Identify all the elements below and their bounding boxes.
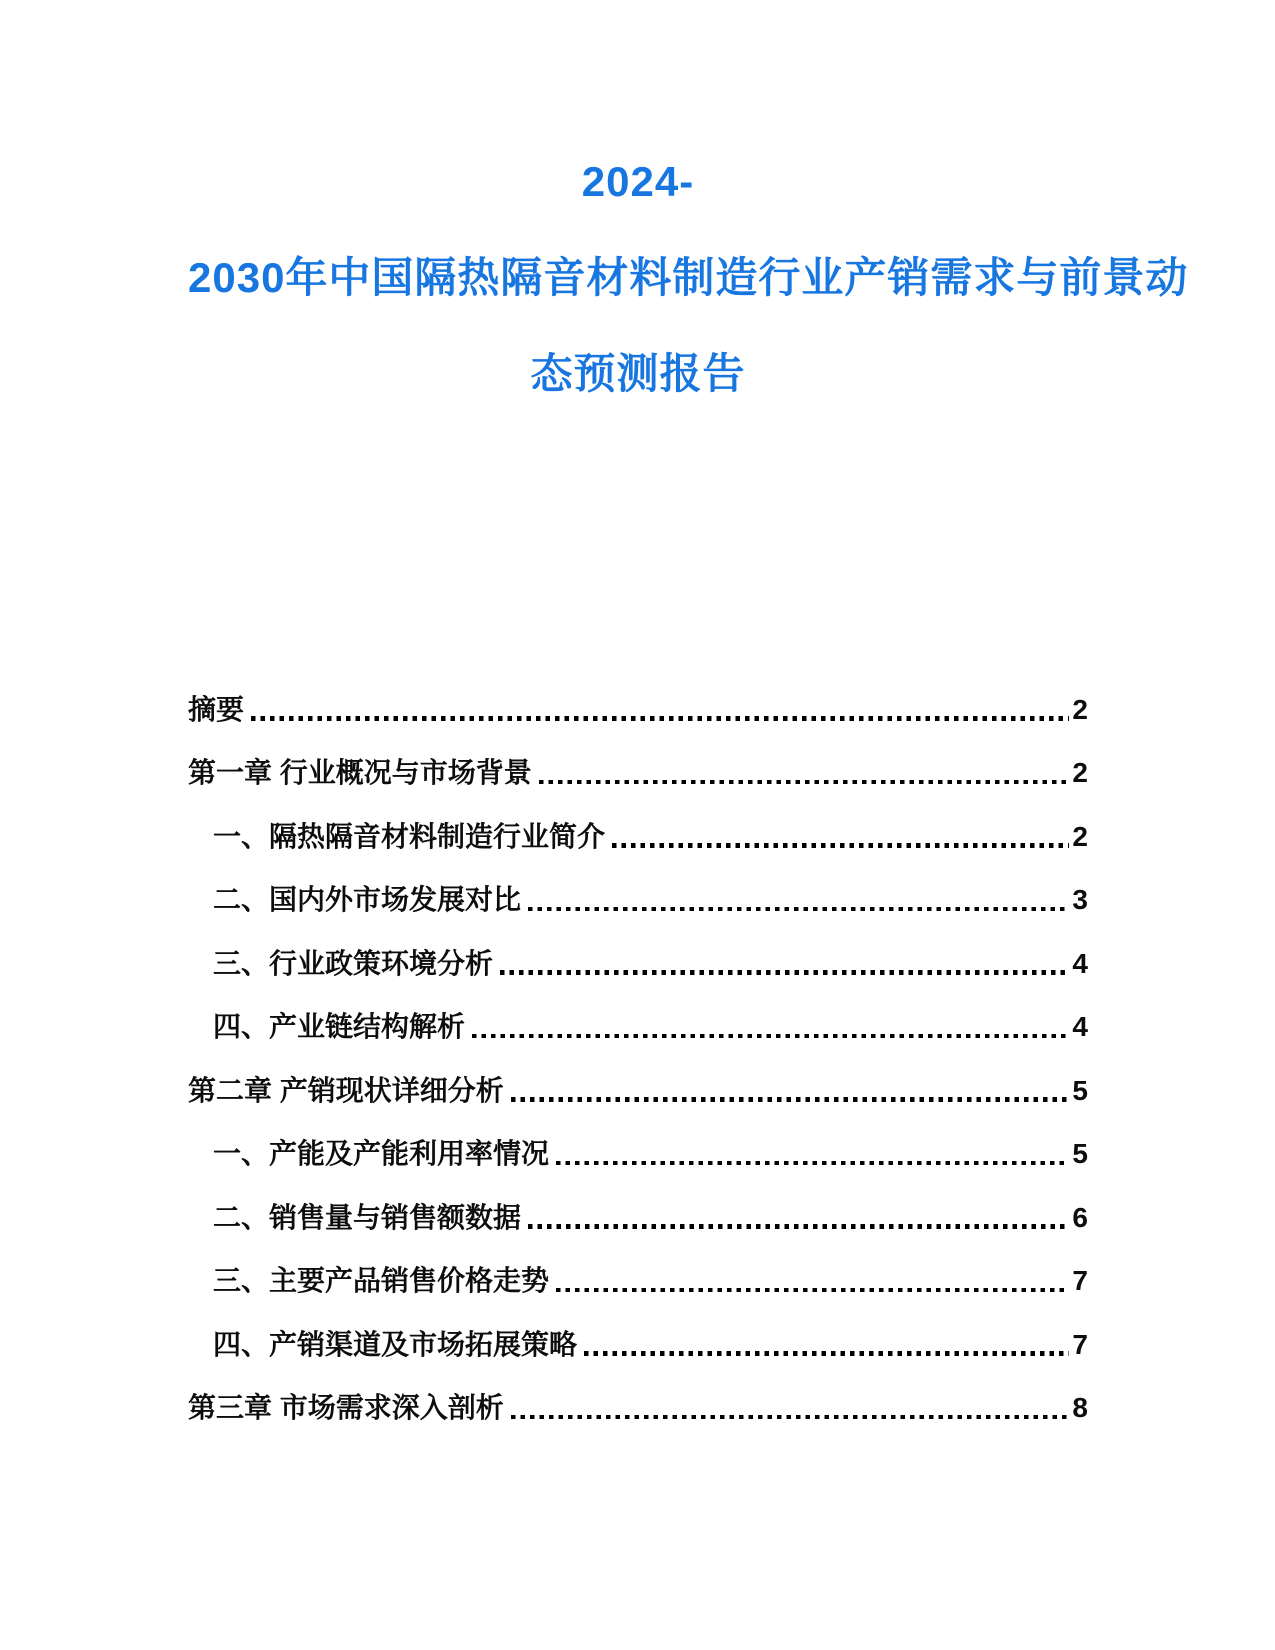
toc-entry-label[interactable]: 第二章 产销现状详细分析 xyxy=(188,1074,504,1106)
toc-leader-dots xyxy=(612,843,1069,848)
toc-entry-label[interactable]: 第一章 行业概况与市场背景 xyxy=(188,757,532,789)
toc-page-number: 7 xyxy=(1072,1265,1088,1297)
toc-leader-dots xyxy=(528,907,1069,912)
toc-page-number: 4 xyxy=(1072,1011,1088,1043)
toc-entry[interactable] xyxy=(188,1113,1088,1177)
toc-leader-dots xyxy=(500,970,1069,975)
toc-entry[interactable] xyxy=(188,1049,1088,1113)
toc-entry-label[interactable]: 三、行业政策环境分析 xyxy=(213,947,494,979)
toc-page-number: 4 xyxy=(1072,947,1088,979)
toc-entry-label[interactable]: 摘要 xyxy=(188,693,245,725)
toc-leader-dots xyxy=(511,1097,1070,1102)
report-title-line-2: 2030年中国隔热隔音材料制造行业产销需求与前景动 xyxy=(188,254,1189,301)
toc-leader-dots xyxy=(556,1161,1069,1166)
toc-entry[interactable] xyxy=(188,1240,1088,1304)
report-title-line-1: 2024- xyxy=(581,158,695,205)
toc-page-number: 6 xyxy=(1072,1201,1088,1233)
toc-entry[interactable] xyxy=(188,732,1088,796)
toc-entry-label[interactable]: 二、销售量与销售额数据 xyxy=(213,1201,522,1233)
toc-page-number: 5 xyxy=(1072,1138,1088,1170)
toc-entry[interactable] xyxy=(188,1176,1088,1240)
toc-entry-label[interactable]: 四、产销渠道及市场拓展策略 xyxy=(213,1328,578,1360)
toc-entry[interactable] xyxy=(188,1303,1088,1367)
toc-entry-label[interactable]: 三、主要产品销售价格走势 xyxy=(213,1265,550,1297)
toc-entry[interactable] xyxy=(188,1367,1088,1431)
table-of-contents xyxy=(188,668,1088,1430)
toc-entry-label[interactable]: 四、产业链结构解析 xyxy=(213,1011,466,1043)
toc-entry-label[interactable]: 二、国内外市场发展对比 xyxy=(213,884,522,916)
toc-entry-label[interactable]: 第三章 市场需求深入剖析 xyxy=(188,1392,504,1424)
toc-page-number: 2 xyxy=(1072,693,1088,725)
toc-entry-label[interactable]: 一、产能及产能利用率情况 xyxy=(213,1138,550,1170)
toc-leader-dots xyxy=(472,1034,1069,1039)
toc-page-number: 2 xyxy=(1072,757,1088,789)
toc-entry-label[interactable]: 一、隔热隔音材料制造行业简介 xyxy=(213,820,606,852)
toc-page-number: 7 xyxy=(1072,1328,1088,1360)
toc-entry[interactable] xyxy=(188,922,1088,986)
toc-page-number: 8 xyxy=(1072,1392,1088,1424)
toc-entry[interactable] xyxy=(188,795,1088,859)
toc-page-number: 3 xyxy=(1072,884,1088,916)
toc-leader-dots xyxy=(556,1288,1069,1293)
toc-leader-dots xyxy=(528,1224,1069,1229)
toc-leader-dots xyxy=(511,1415,1070,1420)
toc-entry[interactable] xyxy=(188,986,1088,1050)
toc-entry[interactable] xyxy=(188,668,1088,732)
toc-leader-dots xyxy=(539,780,1070,785)
toc-entry[interactable] xyxy=(188,859,1088,923)
toc-page-number: 5 xyxy=(1072,1074,1088,1106)
toc-leader-dots xyxy=(251,716,1069,721)
report-title-line-3: 态预测报告 xyxy=(530,350,746,397)
toc-leader-dots xyxy=(584,1351,1069,1356)
report-title xyxy=(188,134,1189,422)
toc-page-number: 2 xyxy=(1072,820,1088,852)
